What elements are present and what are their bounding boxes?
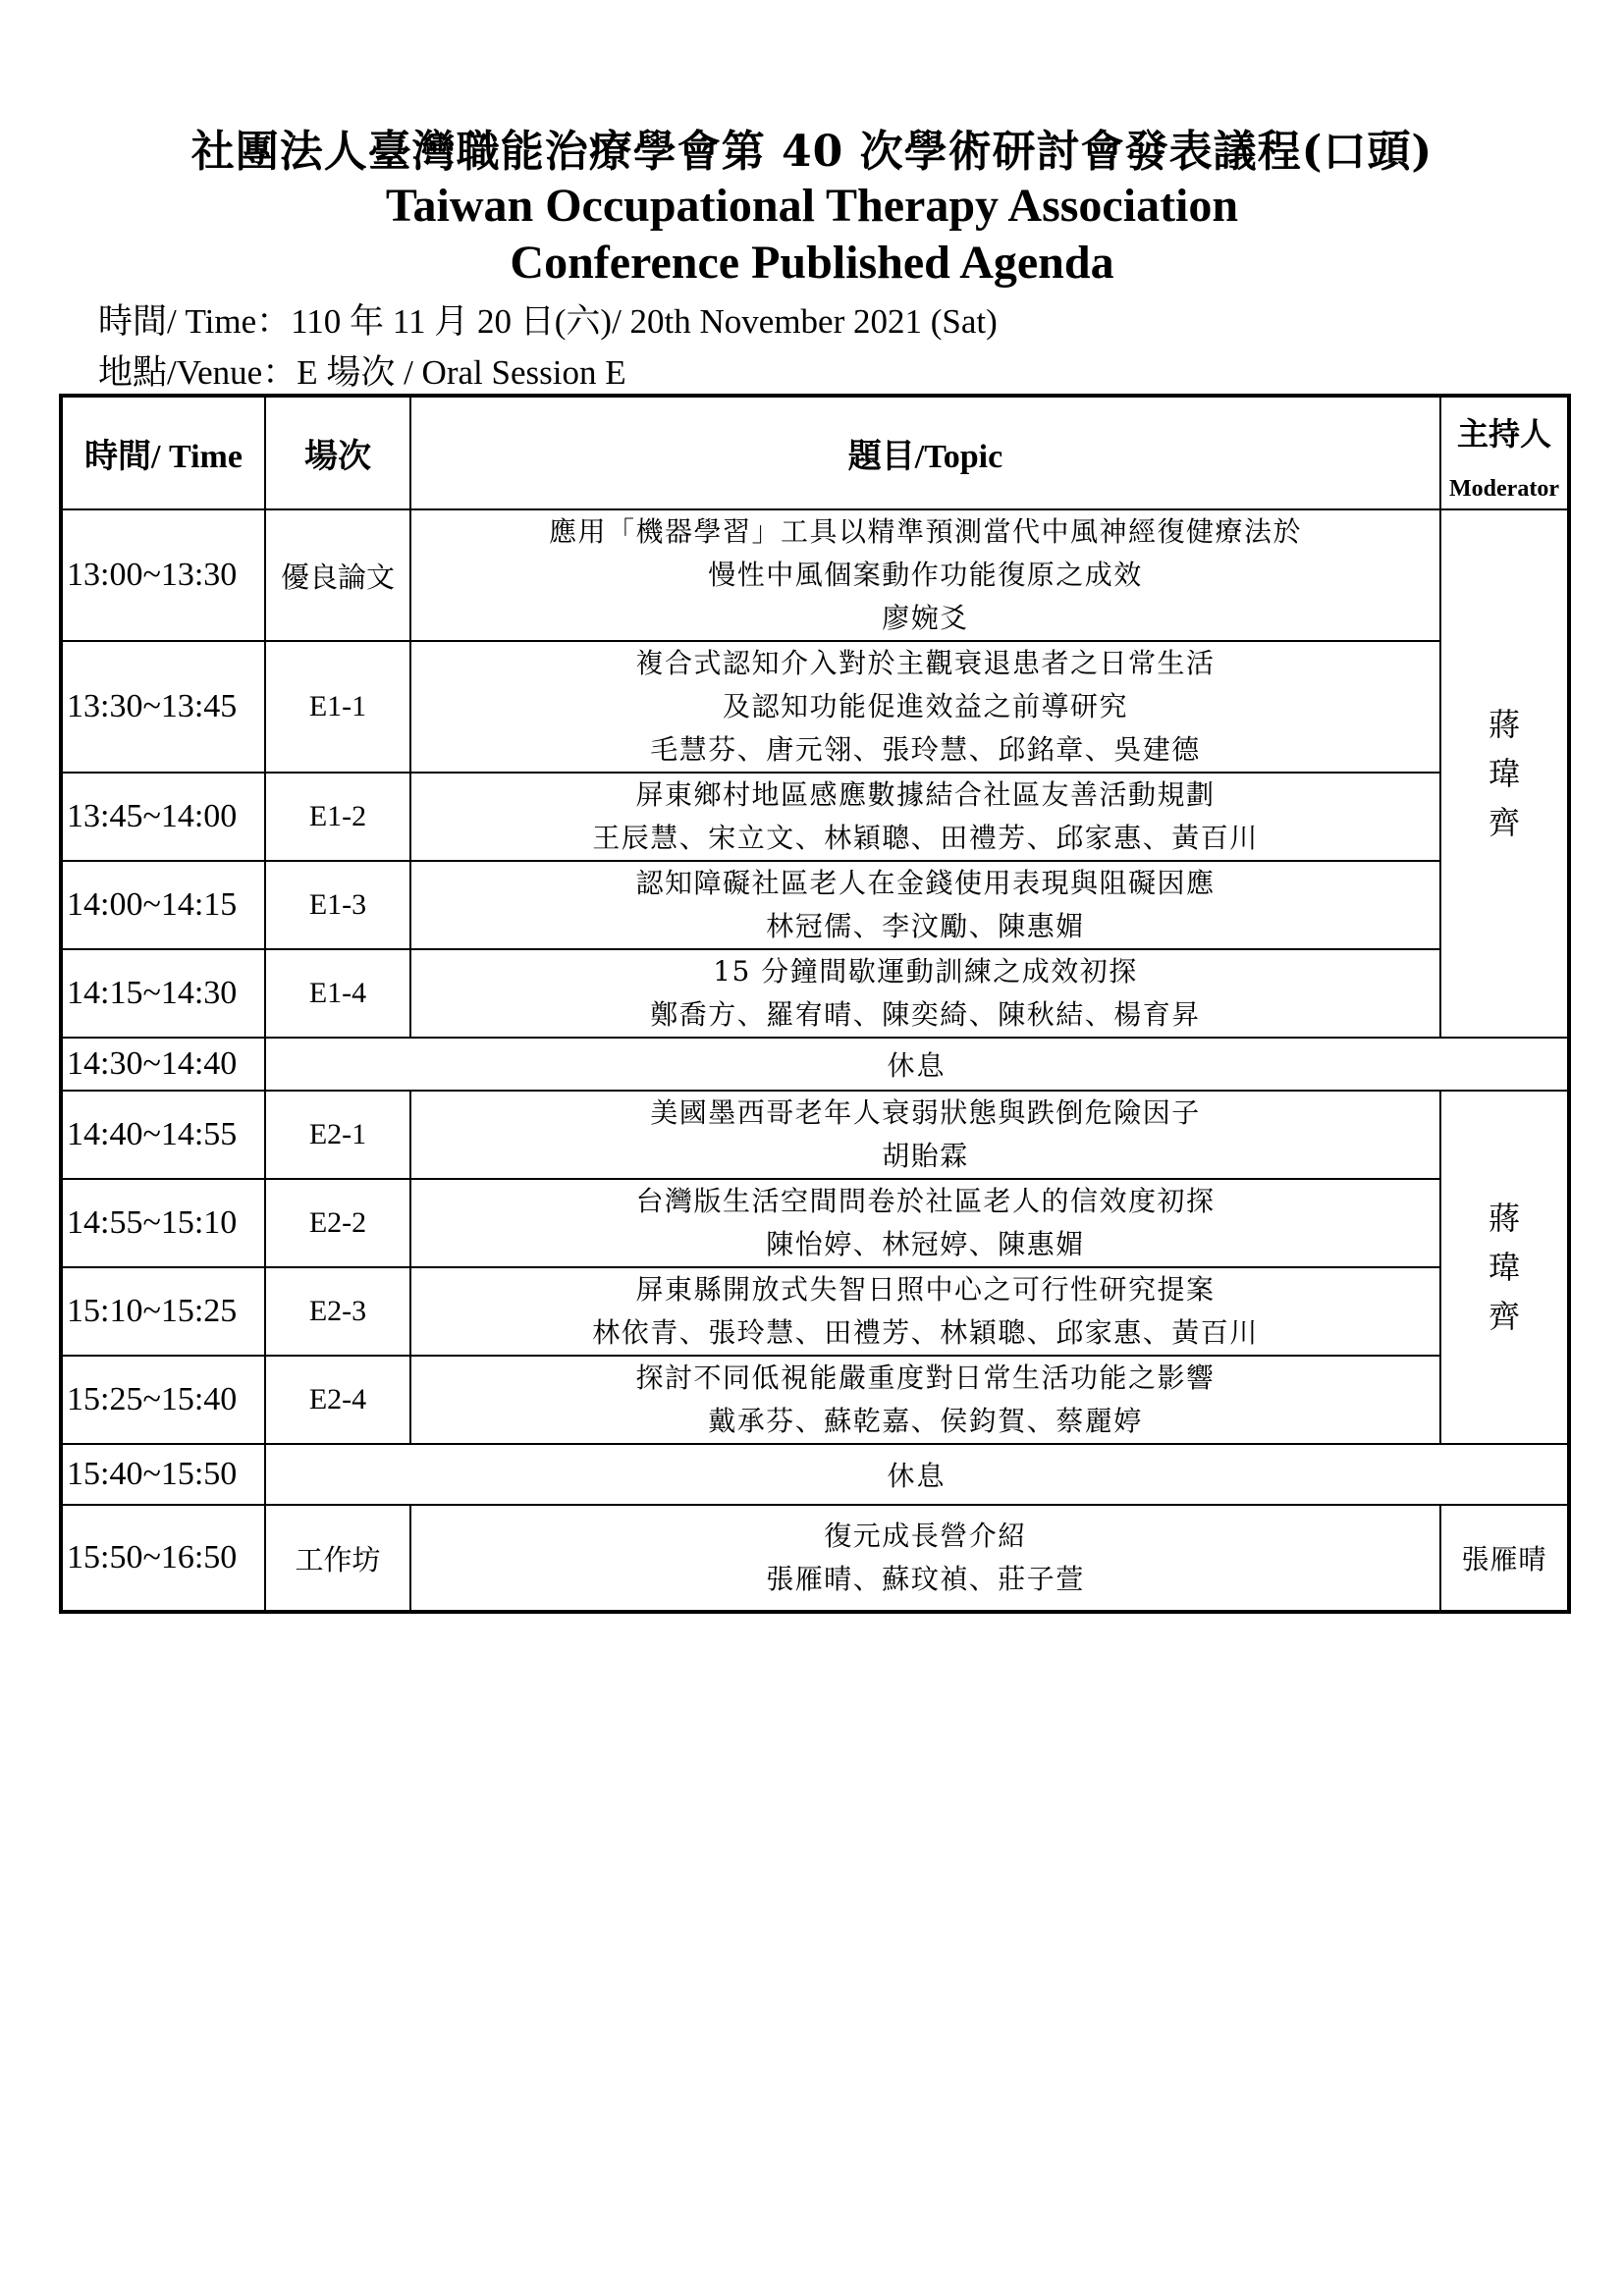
row-session: 優良論文 [265,509,410,641]
row-session: E2-1 [265,1091,410,1179]
row-time: 13:45~14:00 [61,773,265,861]
topic-title-line: 認知障礙社區老人在金錢使用表現與阻礙因應 [635,867,1216,899]
header-moderator-zh: 主持人 [1456,415,1551,453]
table-row [61,1505,1569,1612]
row-session: E1-1 [265,641,410,773]
row-time: 15:10~15:25 [61,1267,265,1356]
topic-authors: 廖婉爻 [882,602,969,634]
topic-title-line: 復元成長營介紹 [824,1520,1027,1552]
row-time: 13:30~13:45 [61,641,265,773]
break-row [61,1038,1569,1091]
agenda-table [59,394,1571,1614]
topic-authors: 胡貽霖 [882,1140,969,1172]
row-session: E1-3 [265,861,410,949]
page-title-en-line2: Conference Published Agenda [510,237,1114,289]
moderator-cell [1440,509,1569,1038]
topic-title-line: 屏東鄉村地區感應數據結合社區友善活動規劃 [635,778,1216,811]
row-time: 14:15~14:30 [61,949,265,1038]
row-time: 14:30~14:40 [61,1038,265,1091]
row-session: E2-4 [265,1356,410,1444]
table-row [61,861,1569,949]
moderator-name-char: 齊 [1488,804,1520,841]
row-topic [410,949,1440,1038]
row-topic [410,773,1440,861]
topic-title-line: 15 分鐘間歇運動訓練之成效初探 [713,955,1138,988]
row-time: 14:40~14:55 [61,1091,265,1179]
table-header-row [61,396,1569,509]
header-topic: 題目/Topic [410,396,1440,509]
moderator-cell [1440,1091,1569,1444]
row-time: 15:40~15:50 [61,1444,265,1505]
row-topic [410,509,1440,641]
row-session: E2-3 [265,1267,410,1356]
moderator-name-char: 齊 [1488,1298,1520,1335]
row-session: E2-2 [265,1179,410,1267]
topic-title-line: 探討不同低視能嚴重度對日常生活功能之影響 [635,1362,1216,1394]
table-row [61,509,1569,641]
row-time: 15:25~15:40 [61,1356,265,1444]
row-time: 15:50~16:50 [61,1505,265,1612]
row-topic [410,1356,1440,1444]
break-label: 休息 [265,1444,1569,1505]
header-session: 場次 [265,396,410,509]
event-time: 時間/ Time：110 年 11 月 20 日(六)/ 20th November 2021 (Sat) [98,302,998,341]
header-moderator [1440,396,1569,509]
row-topic [410,641,1440,773]
topic-authors: 林冠儒、李汶勵、陳惠媚 [766,910,1085,942]
table-row [61,641,1569,773]
topic-title-line: 及認知功能促進效益之前導研究 [722,690,1128,722]
topic-authors: 林依青、張玲慧、田禮芳、林穎聰、邱家惠、黃百川 [592,1316,1259,1349]
row-topic [410,1091,1440,1179]
topic-title-line: 應用「機器學習」工具以精準預測當代中風神經復健療法於 [548,515,1302,548]
row-session: E1-2 [265,773,410,861]
moderator-name-char: 瑋 [1488,755,1520,792]
table-row [61,1179,1569,1267]
row-time: 14:55~15:10 [61,1179,265,1267]
table-row [61,949,1569,1038]
header-moderator-en: Moderator [1449,476,1559,502]
table-row [61,1356,1569,1444]
moderator-name-char: 蔣 [1488,1200,1520,1237]
topic-title-line: 複合式認知介入對於主觀衰退患者之日常生活 [635,647,1216,679]
topic-authors: 毛慧芬、唐元翎、張玲慧、邱銘章、吳建德 [650,733,1201,766]
table-row [61,773,1569,861]
topic-authors: 鄭喬方、羅宥晴、陳奕綺、陳秋結、楊育昇 [650,998,1201,1031]
row-topic [410,1505,1440,1612]
event-venue: 地點/Venue：E 場次 / Oral Session E [98,353,626,392]
topic-title-line: 屏東縣開放式失智日照中心之可行性研究提案 [635,1273,1216,1306]
moderator-name-char: 蔣 [1488,706,1520,743]
table-row [61,1267,1569,1356]
page-title-en-line1: Taiwan Occupational Therapy Association [385,180,1239,232]
topic-title-line: 美國墨西哥老年人衰弱狀態與跌倒危險因子 [650,1096,1201,1129]
row-time: 13:00~13:30 [61,509,265,641]
break-row [61,1444,1569,1505]
topic-title-line: 慢性中風個案動作功能復原之成效 [708,559,1143,591]
break-label: 休息 [265,1038,1569,1091]
table-row [61,1091,1569,1179]
row-time: 14:00~14:15 [61,861,265,949]
row-topic [410,1179,1440,1267]
topic-authors: 戴承芬、蘇乾嘉、侯鈞賀、蔡麗婷 [708,1405,1143,1437]
row-topic [410,861,1440,949]
row-session: 工作坊 [265,1505,410,1612]
page-title-zh: 社團法人臺灣職能治療學會第 40 次學術研討會發表議程(口頭) [190,127,1434,177]
moderator-cell: 張雁晴 [1440,1505,1569,1612]
topic-authors: 陳怡婷、林冠婷、陳惠媚 [766,1228,1085,1260]
moderator-name-char: 瑋 [1488,1249,1520,1286]
topic-title-line: 台灣版生活空間問卷於社區老人的信效度初探 [635,1185,1216,1217]
topic-authors: 王辰慧、宋立文、林穎聰、田禮芳、邱家惠、黃百川 [592,822,1259,854]
topic-authors: 張雁晴、蘇玟禎、莊子萱 [766,1563,1085,1595]
row-session: E1-4 [265,949,410,1038]
row-topic [410,1267,1440,1356]
header-time: 時間/ Time [61,396,265,509]
